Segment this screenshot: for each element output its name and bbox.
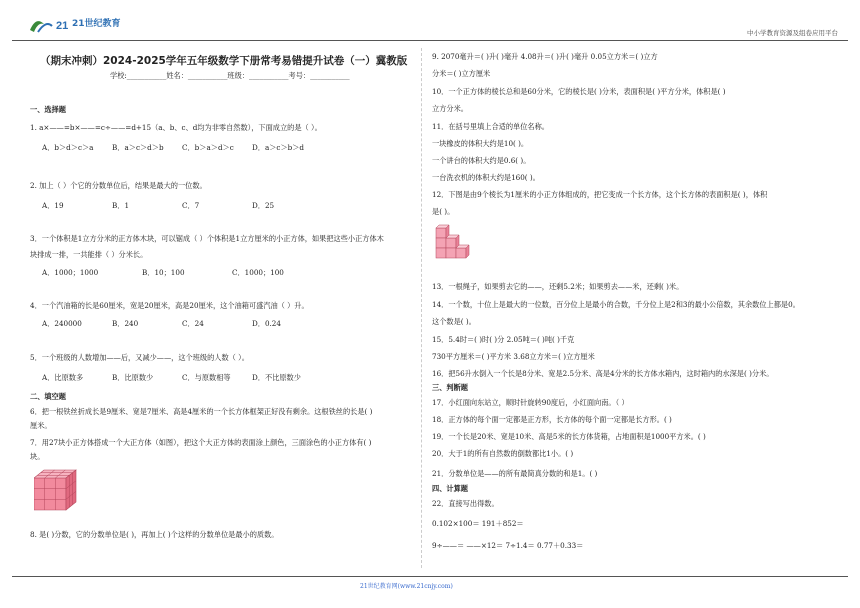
q4-option-a: A．240000 xyxy=(42,319,82,328)
q2-option-c: C．7 xyxy=(182,201,200,210)
q1-option-d: D．a＞c＞b＞d xyxy=(252,143,305,152)
question-14-line1: 14．一个数，十位上是最大的一位数，百分位上是最小的合数，千分位上是2和3的最小公倍数，其余数位上都是0。 xyxy=(432,300,800,309)
header-divider xyxy=(12,40,848,41)
staircase-cube-figure xyxy=(434,222,470,270)
q5-option-d: D．不比原数少 xyxy=(252,373,301,382)
question-15-line2: 730平方厘米＝( )平方米 3.68立方米＝( )立方厘米 xyxy=(432,352,595,361)
question-12-line2: 是( )。 xyxy=(432,207,455,216)
header-right-text: 中小学教育资源及组卷应用平台 xyxy=(747,29,838,37)
q2-option-d: D．25 xyxy=(252,201,275,210)
question-9-line2: 分米＝( )立方厘米 xyxy=(432,69,491,78)
question-11b: 一个讲台的体积大约是0.6( )。 xyxy=(432,156,531,165)
question-12-line1: 12．下图是由9个棱长为1厘米的小正方体组成的，把它变成一个长方体，这个长方体的表面积是( )，体积 xyxy=(432,190,768,199)
question-20: 20．大于1的所有自然数的倒数都比1小。( ) xyxy=(432,449,574,458)
column-divider xyxy=(421,48,422,568)
question-7-line1: 7．用27块小正方体搭成一个大正方体（如图），把这个大正方体的表面涂上颜色，三面涂色的小正方体有( ) xyxy=(30,438,372,447)
section-calc: 四、计算题 xyxy=(432,484,468,493)
q5-option-c: C．与原数相等 xyxy=(182,373,231,382)
question-4: 4．一个汽油箱的长是60厘米，宽是20厘米，高是20厘米，这个油箱可盛汽油（ ）升。 xyxy=(30,301,309,310)
section-choice: 一、选择题 xyxy=(30,105,66,114)
question-6-line1: 6．把一根铁丝折成长是9厘米、宽是7厘米、高是4厘米的一个长方体框架正好没有剩余。这根铁丝的长是( ) xyxy=(30,407,373,416)
q3-option-a: A．1000；1000 xyxy=(42,268,99,277)
q4-option-c: C．24 xyxy=(182,319,204,328)
question-13: 13．一根绳子，如果剪去它的——，还剩5.2米；如果剪去——米，还剩( )米。 xyxy=(432,282,684,291)
footer-divider xyxy=(12,576,848,577)
q5-option-a: A．比原数多 xyxy=(42,373,84,382)
page-title: （期末冲刺）2024-2025学年五年级数学下册常考易错提升试卷（一）冀教版 xyxy=(40,55,408,67)
q4-option-b: B．240 xyxy=(112,319,139,328)
q4-option-d: D．0.24 xyxy=(252,319,281,328)
q3-option-b: B．10；100 xyxy=(142,268,185,277)
q2-option-b: B．1 xyxy=(112,201,130,210)
question-14-line2: 这个数是( )。 xyxy=(432,317,476,326)
cube-figure-27 xyxy=(34,468,80,516)
svg-text:21: 21 xyxy=(56,20,69,32)
question-1: 1. a×——=b×——=c÷——=d+15（a、b、c、d均为非零自然数），下面成立的是（ ）。 xyxy=(30,123,322,132)
calc-row-1: 0.102×100＝ 191＋852＝ xyxy=(432,519,524,528)
calc-row-2: 9÷——＝ ——×12＝ 7÷1.4＝ 0.77＋0.33＝ xyxy=(432,541,584,550)
q1-option-c: C．b＞a＞d＞c xyxy=(182,143,234,152)
logo xyxy=(28,14,124,36)
question-19: 19．一个长是20米、宽是10米、高是5米的长方体货箱，占地面积是1000平方米。( ) xyxy=(432,432,706,441)
footer-text: 21世纪教育网(www.21cnjy.com) xyxy=(360,583,453,590)
question-8: 8. 是( )分数，它的分数单位是( )，再加上( )个这样的分数单位是最小的质数。 xyxy=(30,530,279,539)
question-3-line2: 块排成一排，一共能排（ ）分米长。 xyxy=(30,250,148,259)
student-info: 学校:___________姓名：___________班级：___________考号：___________ xyxy=(110,71,350,80)
question-11: 11．在括号里填上合适的单位名称。 xyxy=(432,122,549,131)
section-judge: 三、判断题 xyxy=(432,383,468,392)
question-10-line1: 10．一个正方体的棱长总和是60分米，它的棱长是( )分米，表面积是( )平方分米，体积是( ) xyxy=(432,87,726,96)
question-15-line1: 15．5.4时＝( )时( )分 2.05吨＝( )吨( )千克 xyxy=(432,335,575,344)
question-11c: 一台洗衣机的体积大约是160( )。 xyxy=(432,173,540,182)
question-10-line2: 立方分米。 xyxy=(432,104,468,113)
q2-option-a: A．19 xyxy=(42,201,64,210)
question-9-line1: 9. 2070毫升＝( )升( )毫升 4.08升＝( )升( )毫升 0.05立方米＝( )立方 xyxy=(432,52,658,61)
q1-option-b: B．a＞c＞d＞b xyxy=(112,143,164,152)
question-16: 16．把56升水倒入一个长是8分米、宽是2.5分米、高是4分米的长方体水箱内，这时箱内的水深是( )分米。 xyxy=(432,369,774,378)
question-2: 2. 加上（ ）个它的分数单位后，结果是最大的一位数。 xyxy=(30,181,207,190)
question-5: 5．一个班级的人数增加——后，又减少——，这个班级的人数（ ）。 xyxy=(30,353,249,362)
question-3-line1: 3．一个体积是1立方分米的正方体木块，可以锯成（ ）个体积是1立方厘米的小正方体，如果把这些小正方体木 xyxy=(30,234,384,243)
question-21: 21．分数单位是——的所有最简真分数的和是1。( ) xyxy=(432,469,598,478)
q1-option-a: A．b＞d＞c＞a xyxy=(42,143,94,152)
question-6-line2: 厘米。 xyxy=(30,421,52,430)
question-17: 17．小红面向东站立，顺时针旋转90度后，小红面向南。（ ） xyxy=(432,398,629,407)
question-18: 18．正方体的每个面一定都是正方形，长方体的每个面一定都是长方形。( ) xyxy=(432,415,672,424)
section-fill: 二、填空题 xyxy=(30,392,66,401)
q5-option-b: B．比原数少 xyxy=(112,373,154,382)
question-22: 22．直接写出得数。 xyxy=(432,499,499,508)
logo-text: 21世纪教育 xyxy=(72,19,121,29)
q3-option-c: C．1000；100 xyxy=(232,268,284,277)
question-7-line2: 块。 xyxy=(30,452,45,461)
question-11a: 一块橡皮的体积大约是10( )。 xyxy=(432,139,529,148)
